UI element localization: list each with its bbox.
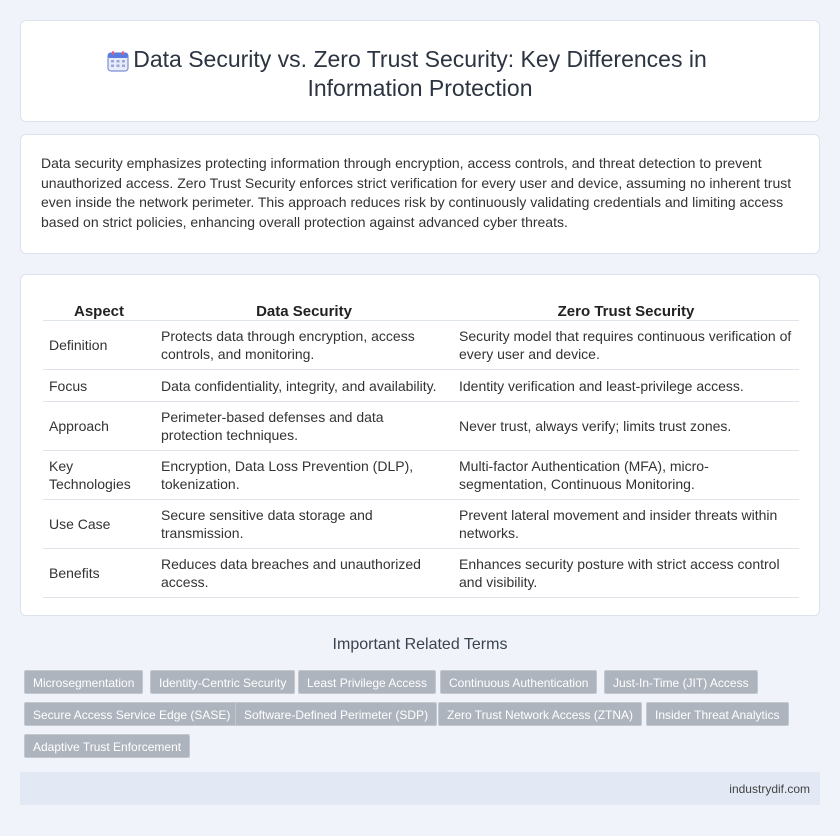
row-data-security: Encryption, Data Loss Prevention (DLP), tokenization.: [155, 451, 453, 500]
page-title: Data Security vs. Zero Trust Security: Key Differences in Information Protection: [133, 46, 707, 101]
row-zero-trust: Never trust, always verify; limits trust zones.: [453, 402, 799, 451]
row-aspect: Use Case: [43, 500, 155, 549]
row-zero-trust: Multi-factor Authentication (MFA), micro-segmentation, Continuous Monitoring.: [453, 451, 799, 500]
related-terms-title: Important Related Terms: [332, 636, 508, 653]
row-data-security: Data confidentiality, integrity, and availability.: [155, 370, 453, 402]
row-zero-trust: Security model that requires continuous verification of every user and device.: [453, 321, 799, 370]
intro-text: Data security emphasizes protecting information through encryption, access controls, and threat detection to prevent unauthorized access. Zero Trust Security enforces strict verification for every user and device, assuming no inherent trust even inside the network perimeter. This approach reduces risk by continuously validating credentials and limiting access based on strict policies, enhancing overall protection against advanced cyber threats.: [41, 155, 792, 230]
tag-just-in-time-access[interactable]: Just-In-Time (JIT) Access: [604, 670, 758, 694]
row-aspect: Focus: [43, 370, 155, 402]
tag-continuous-authentication[interactable]: Continuous Authentication: [440, 670, 597, 694]
table-row: [43, 402, 799, 451]
row-data-security: Perimeter-based defenses and data protection techniques.: [155, 402, 453, 451]
comparison-table: [43, 295, 799, 598]
table-row: [43, 451, 799, 500]
row-aspect: Approach: [43, 402, 155, 451]
tag-adaptive-trust-enforcement[interactable]: Adaptive Trust Enforcement: [24, 734, 190, 758]
row-zero-trust: Enhances security posture with strict access control and visibility.: [453, 549, 799, 598]
tag-microsegmentation[interactable]: Microsegmentation: [24, 670, 143, 694]
table-row: [43, 370, 799, 402]
tag-sase[interactable]: Secure Access Service Edge (SASE): [24, 702, 239, 726]
header-zero-trust: Zero Trust Security: [453, 295, 799, 321]
table-row: [43, 321, 799, 370]
row-data-security: Protects data through encryption, access controls, and monitoring.: [155, 321, 453, 370]
tag-least-privilege-access[interactable]: Least Privilege Access: [298, 670, 436, 694]
row-aspect: Benefits: [43, 549, 155, 598]
comparison-card: [20, 274, 820, 616]
table-row: [43, 549, 799, 598]
row-zero-trust: Prevent lateral movement and insider threats within networks.: [453, 500, 799, 549]
footer-site-link[interactable]: industrydif.com: [729, 782, 810, 796]
tag-insider-threat-analytics[interactable]: Insider Threat Analytics: [646, 702, 789, 726]
intro-card: [20, 134, 820, 254]
header-data-security: Data Security: [155, 295, 453, 321]
row-data-security: Reduces data breaches and unauthorized access.: [155, 549, 453, 598]
row-aspect: Definition: [43, 321, 155, 370]
footer: [20, 772, 820, 805]
tag-identity-centric-security[interactable]: Identity-Centric Security: [150, 670, 295, 694]
tag-ztna[interactable]: Zero Trust Network Access (ZTNA): [438, 702, 642, 726]
header-aspect: Aspect: [43, 295, 155, 321]
table-row: [43, 500, 799, 549]
row-data-security: Secure sensitive data storage and transmission.: [155, 500, 453, 549]
table-header-row: [43, 295, 799, 321]
tag-sdp[interactable]: Software-Defined Perimeter (SDP): [235, 702, 437, 726]
header-card: [20, 20, 820, 122]
row-aspect: Key Technologies: [43, 451, 155, 500]
row-zero-trust: Identity verification and least-privilege access.: [453, 370, 799, 402]
